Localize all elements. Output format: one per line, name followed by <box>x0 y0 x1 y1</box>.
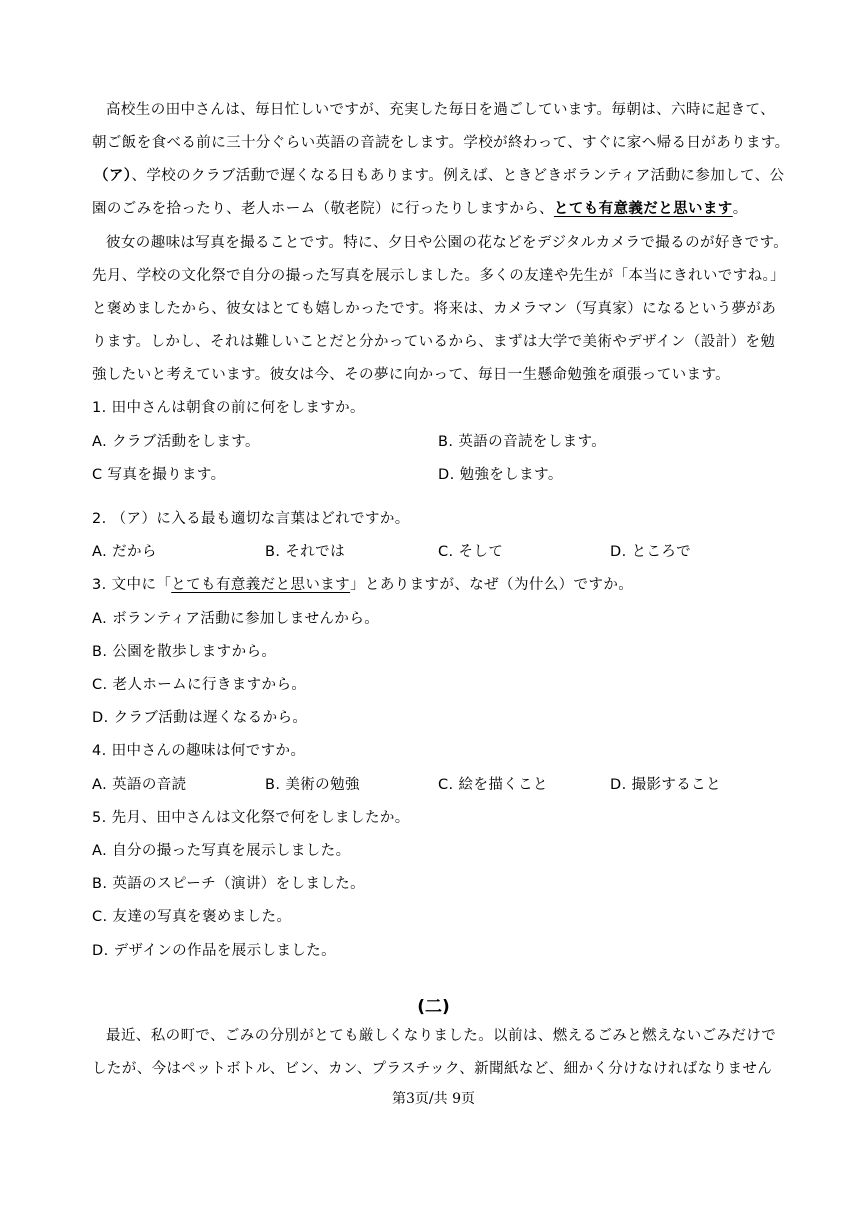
option-a: A. ボランティア活動に参加しませんから。 <box>92 611 380 627</box>
option-c: C. 友達の写真を褒めました。 <box>92 909 292 925</box>
option-d: D. 撮影すること <box>610 777 721 793</box>
passage-line: 高校生の田中さんは、毎日忙しいですが、充実した毎日を過ごしています。毎朝は、六時に起きて、 <box>106 102 776 118</box>
passage-line: 園のごみを拾ったり、老人ホーム（敬老院）に行ったりしますから、とても有意義だと思います。 <box>92 201 748 217</box>
option-c: C. 絵を描くこと <box>438 777 548 793</box>
passage-line: したが、今はペットボトル、ビン、カン、プラスチック、新聞紙など、細かく分けなければなりません <box>92 1061 773 1077</box>
option-b: B. それでは <box>265 544 345 560</box>
option-a: A. クラブ活動をします。 <box>92 434 260 450</box>
option-d: D. ところで <box>610 544 692 560</box>
options-row <box>92 775 792 795</box>
option-d: D. デザインの作品を展示しました。 <box>92 943 337 959</box>
section-heading: (二) <box>417 997 450 1017</box>
passage-line: （ア）、学校のクラブ活動で遅くなる日もあります。例えば、ときどきボランティア活動に参加して、公 <box>94 168 785 184</box>
option-a: A. だから <box>92 544 157 560</box>
passage-line: 朝ご飯を食べる前に三十分ぐらい英語の音読をします。学校が終わって、すぐに家へ帰る日があります。 <box>92 135 790 151</box>
question-stem: 4. 田中さんの趣味は何ですか。 <box>92 743 306 759</box>
option-c: C. 老人ホームに行きますから。 <box>92 677 307 693</box>
option-b: B. 美術の勉強 <box>265 777 360 793</box>
option-c: C 写真を撮ります。 <box>92 467 226 483</box>
question-stem: 3. 文中に「とても有意義だと思います」とありますが、なぜ（为什么）ですか。 <box>92 577 634 593</box>
passage-line: 彼女の趣味は写真を撮ることです。特に、夕日や公園の花などをデジタルカメラで撮るのが好きです。 <box>106 235 789 251</box>
question-stem: 2. （ア）に入る最も適切な言葉はどれですか。 <box>92 511 410 527</box>
options-row <box>92 542 792 562</box>
passage-line: 強したいと考えています。彼女は今、その夢に向かって、毎日一生懸命勉強を頑張っています。 <box>92 367 731 383</box>
option-b: B. 公園を散歩しますから。 <box>92 644 277 660</box>
passage-line: ります。しかし、それは難しいことだと分かっているから、まずは大学で美術やデザイン（設計）を勉 <box>92 334 776 350</box>
question-stem: 1. 田中さんは朝食の前に何をしますか。 <box>92 400 365 416</box>
option-a: A. 自分の撮った写真を展示しました。 <box>92 843 351 859</box>
passage-line: 先月、学校の文化祭で自分の撮った写真を展示しました。多くの友達や先生が「本当にきれいですね。」 <box>92 268 786 284</box>
passage-line: と褒めましたから、彼女はとても嬉しかったです。将来は、カメラマン（写真家）になるという夢があ <box>92 301 777 317</box>
quoted-phrase: とても有意義だと思います <box>171 577 351 593</box>
option-d: D. クラブ活動は遅くなるから。 <box>92 710 308 726</box>
option-b: B. 英語のスピーチ（演讲）をしました。 <box>92 876 366 892</box>
option-c: C. そして <box>438 544 504 560</box>
passage-line: 最近、私の町で、ごみの分別がとても厳しくなりました。以前は、燃えるごみと燃えないごみだけで <box>106 1028 777 1044</box>
page-number: 第3页/共 9页 <box>392 1091 475 1107</box>
option-b: B. 英語の音読をします。 <box>438 434 607 450</box>
emphasized-phrase: とても有意義だと思います <box>553 201 733 217</box>
blank-marker: （ア） <box>94 168 132 184</box>
options-row <box>92 465 792 485</box>
option-d: D. 勉強をします。 <box>438 467 563 483</box>
question-stem: 5. 先月、田中さんは文化祭で何をしましたか。 <box>92 810 410 826</box>
option-a: A. 英語の音読 <box>92 777 187 793</box>
options-row <box>92 432 792 452</box>
